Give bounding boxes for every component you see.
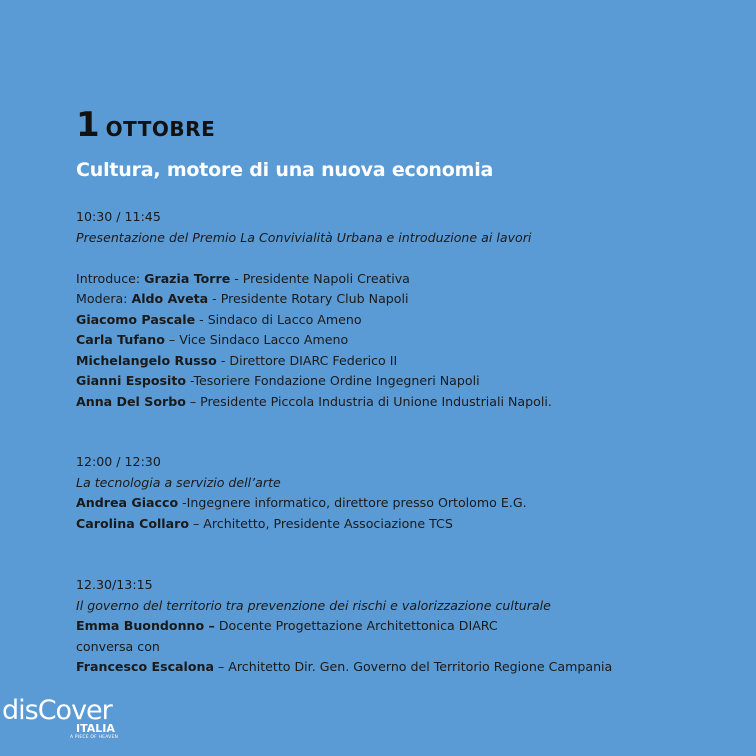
session-time: 12.30/13:15 — [76, 577, 153, 592]
speaker-line — [76, 392, 746, 413]
speaker-prefix: Introduce: — [76, 270, 145, 286]
speaker-name: Michelangelo Russo — [76, 352, 217, 368]
logo-main: disCover — [2, 695, 112, 726]
speaker-role: – Architetto, Presidente Associazione TCS — [188, 515, 453, 531]
speaker-role: Docente Progettazione Architettonica DIARC — [214, 618, 498, 633]
session-1 — [76, 207, 746, 412]
session-topic: La tecnologia a servizio dell’arte — [76, 474, 281, 490]
session-topic: Presentazione del Premio La Convivialità Urbana e introduzione ai lavori — [76, 229, 532, 245]
speaker-name: Andrea Giacco — [76, 495, 179, 510]
event-date — [76, 105, 746, 145]
speaker-prefix: Modera: — [76, 291, 132, 306]
logo-tagline: A PIECE OF HEAVEN — [70, 735, 119, 740]
speaker-role: – Architetto Dir. Gen. Governo del Territorio Regione Campania — [213, 659, 613, 674]
event-subtitle: Cultura, motore di una nuova economia — [76, 159, 494, 181]
session-time: 10:30 / 11:45 — [76, 209, 161, 224]
session-3 — [76, 575, 746, 678]
logo-sub: ITALIA — [76, 722, 115, 735]
connector-line — [76, 637, 746, 658]
speaker-line — [76, 289, 746, 310]
program-page — [76, 105, 746, 678]
speaker-name: Emma Buondonno – — [76, 618, 215, 633]
speaker-line — [76, 493, 746, 514]
speaker-line — [76, 657, 746, 678]
speaker-role: – Presidente Piccola Industria di Unione Industriali Napoli. — [185, 393, 552, 409]
speaker-line — [76, 514, 746, 535]
speaker-line — [76, 371, 746, 392]
event-month: OTTOBRE — [105, 117, 216, 141]
speaker-role: - Presidente Rotary Club Napoli — [208, 291, 409, 306]
speaker-name: Grazia Torre — [144, 270, 231, 286]
discover-italia-logo — [2, 694, 122, 744]
session-topic: Il governo del territorio tra prevenzione dei rischi e valorizzazione culturale — [76, 597, 551, 613]
speaker-name: Gianni Esposito — [76, 373, 187, 388]
connector-text: conversa con — [76, 638, 160, 654]
session-time: 12:00 / 12:30 — [76, 454, 161, 469]
speaker-role: - Sindaco di Lacco Ameno — [195, 311, 362, 327]
speaker-line — [76, 310, 746, 331]
speaker-name: Carolina Collaro — [76, 515, 189, 531]
speaker-role: -Ingegnere informatico, direttore presso Ortolomo E.G. — [178, 495, 527, 510]
speaker-role: - Presidente Napoli Creativa — [230, 270, 410, 286]
speaker-name: Aldo Aveta — [131, 291, 209, 306]
speaker-role: -Tesoriere Fondazione Ordine Ingegneri Napoli — [186, 373, 480, 388]
speaker-name: Giacomo Pascale — [76, 311, 196, 327]
speaker-line — [76, 351, 746, 372]
speaker-name: Francesco Escalona — [76, 659, 214, 674]
session-2 — [76, 452, 746, 534]
speaker-line — [76, 269, 746, 290]
speaker-line — [76, 330, 746, 351]
speaker-role: - Direttore DIARC Federico II — [216, 352, 398, 368]
speaker-name: Carla Tufano — [76, 332, 165, 347]
event-day: 1 — [76, 105, 100, 145]
speaker-role: – Vice Sindaco Lacco Ameno — [164, 332, 349, 347]
speaker-name: Anna Del Sorbo — [76, 393, 186, 409]
speaker-line — [76, 616, 746, 637]
